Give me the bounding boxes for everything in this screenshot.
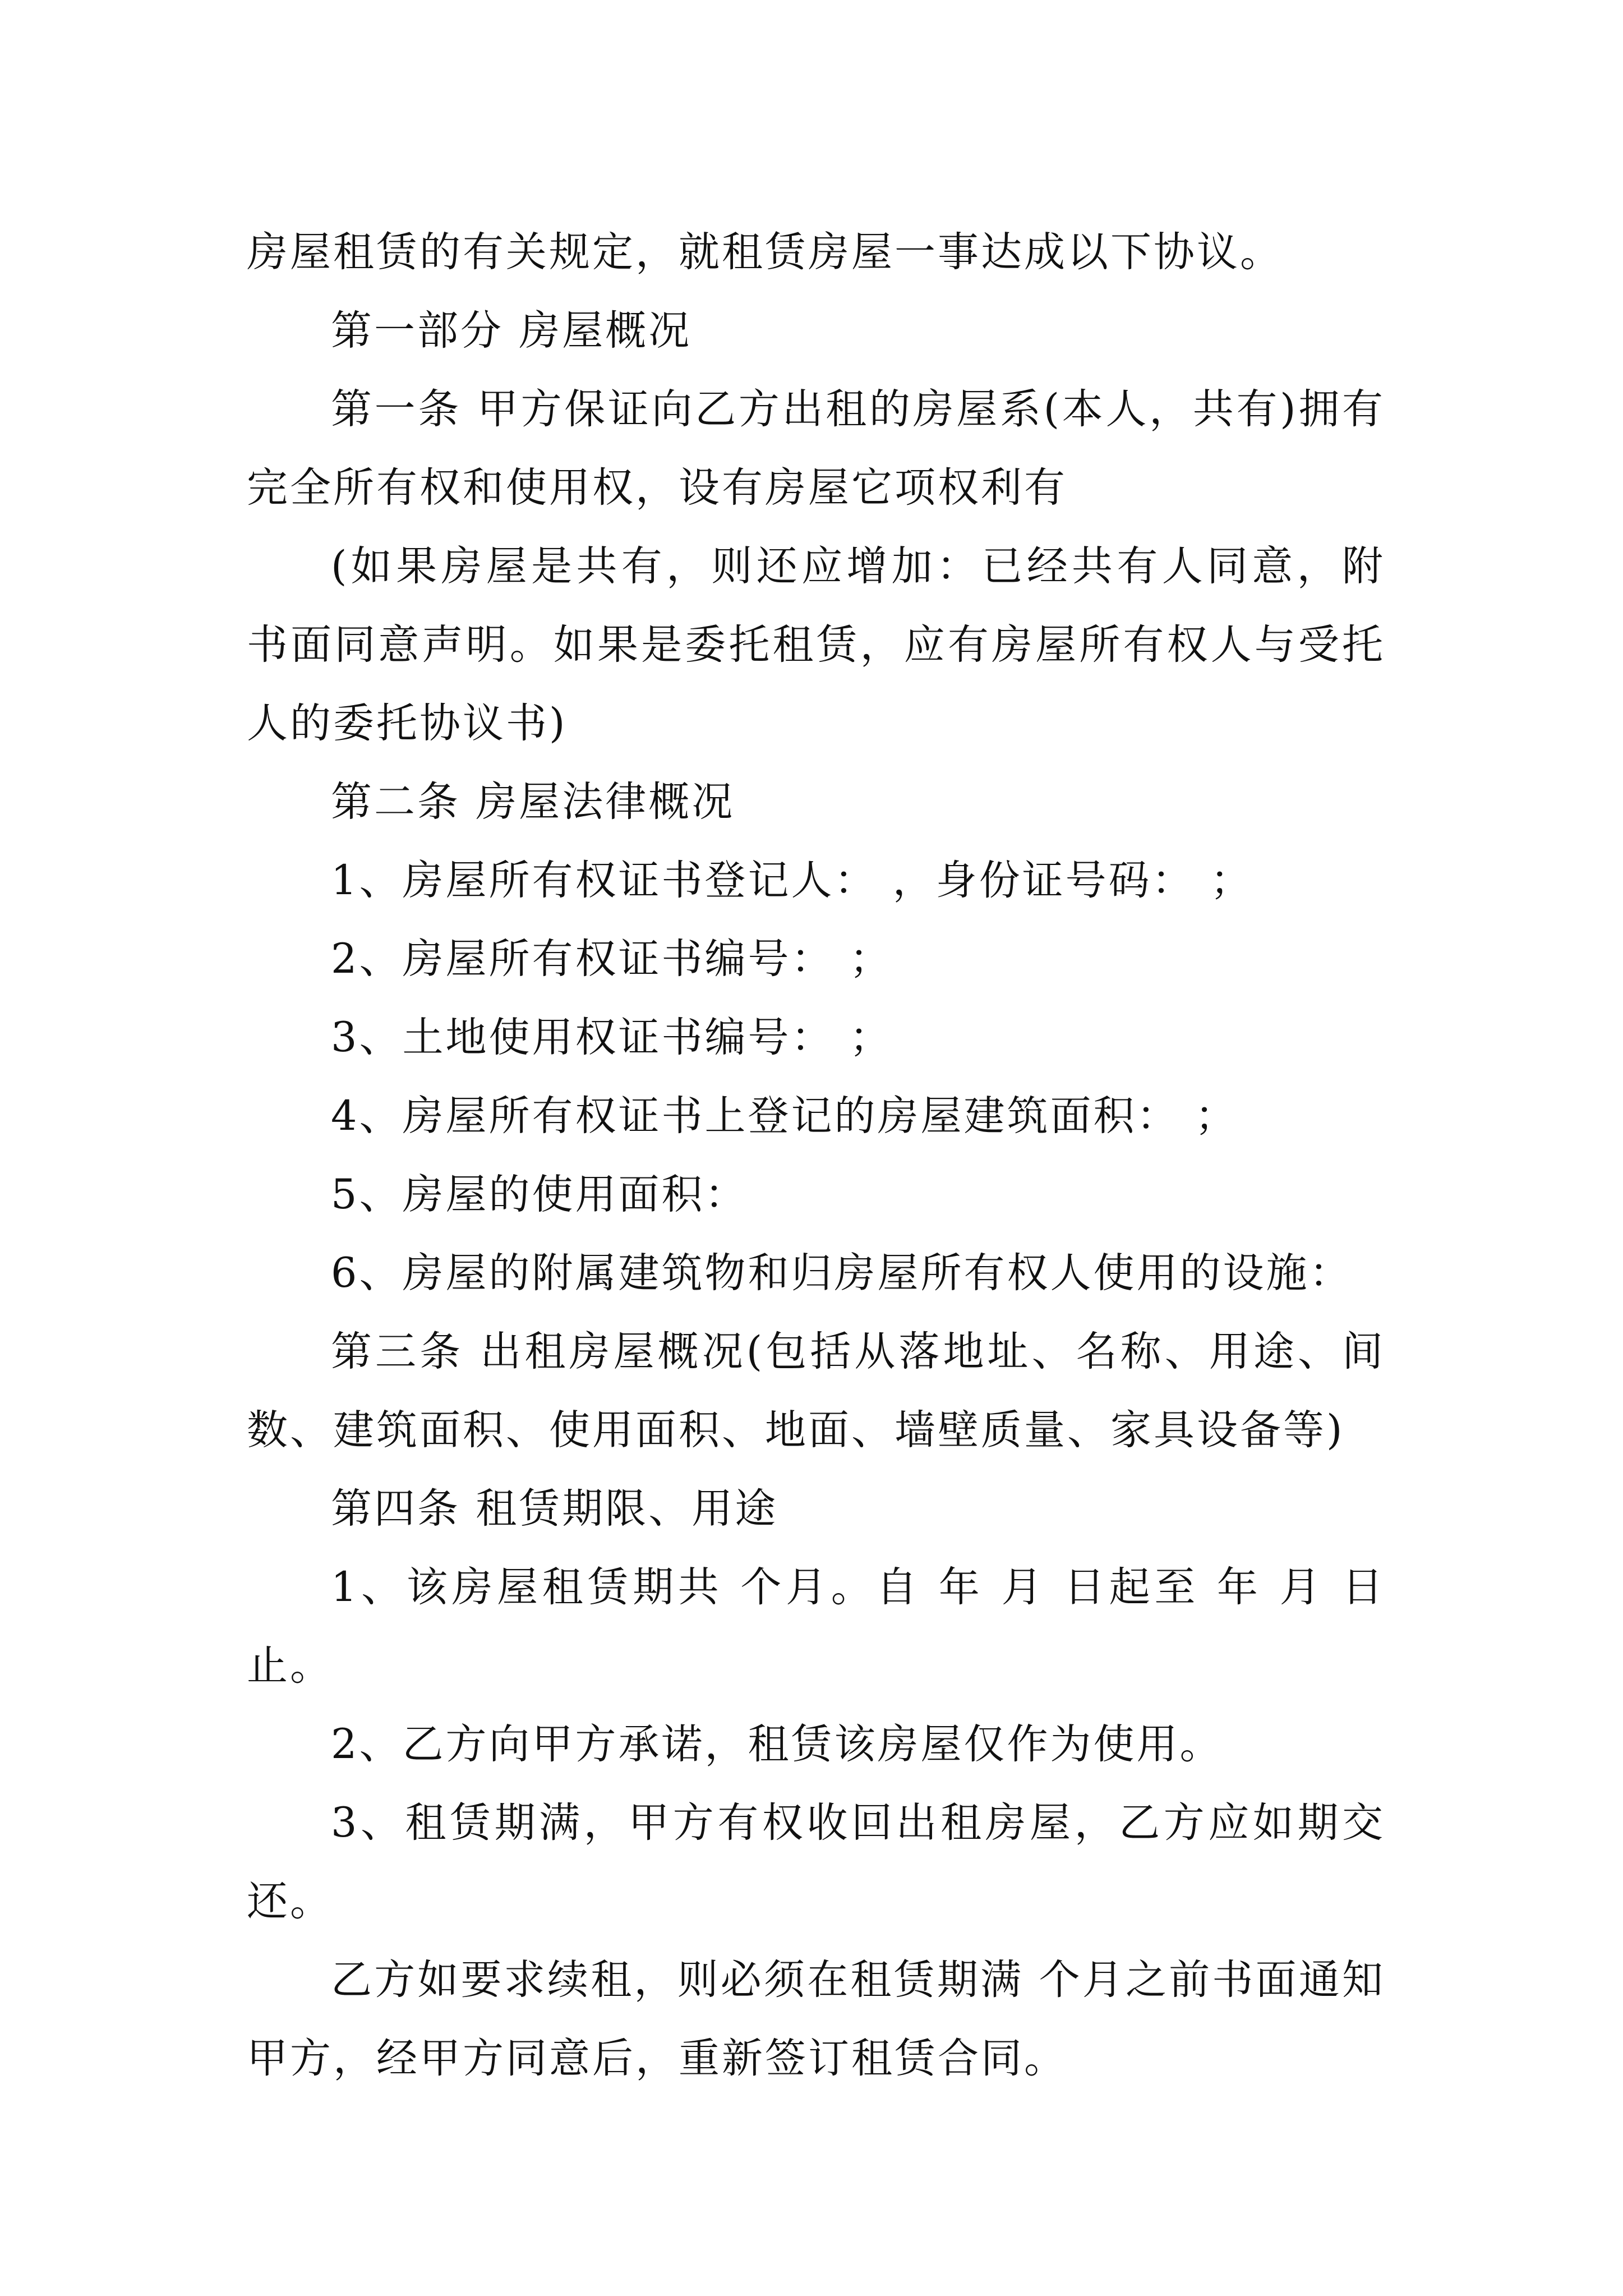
- contract-body: [247, 213, 1385, 2098]
- article-one: 第一条 甲方保证向乙方出租的房屋系(本人，共有)拥有完全所有权和使用权，设有房屋它项权利有: [247, 385, 1385, 512]
- renewal-clause: 乙方如要求续租，则必须在租赁期满 个月之前书面通知甲方，经甲方同意后，重新签订租赁合同。: [247, 1956, 1385, 2082]
- article-two-heading: 第二条 房屋法律概况: [331, 778, 735, 826]
- paragraph-intro-continuation: 房屋租赁的有关规定，就租赁房屋一事达成以下协议。: [247, 228, 1283, 276]
- list-item: 6、房屋的附属建筑物和归房屋所有权人使用的设施：: [331, 1249, 1353, 1297]
- article-three: 第三条 出租房屋概况(包括从落地址、名称、用途、间数、建筑面积、使用面积、地面、墙壁质量、家具设备等): [247, 1328, 1385, 1454]
- list-item: 1、该房屋租赁期共 个月。自 年 月 日起至 年 月 日止。: [247, 1563, 1385, 1690]
- list-item: 1、房屋所有权证书登记人： ，身份证号码： ；: [331, 857, 1253, 904]
- section-heading-part-one: 第一部分 房屋概况: [331, 307, 692, 355]
- list-item: 3、租赁期满，甲方有权收回出租房屋，乙方应如期交还。: [247, 1799, 1385, 1925]
- list-item: 4、房屋所有权证书上登记的房屋建筑面积： ；: [331, 1092, 1238, 1140]
- article-four-heading: 第四条 租赁期限、用途: [331, 1485, 778, 1533]
- list-item: 2、房屋所有权证书编号： ；: [331, 935, 893, 983]
- list-item: 3、土地使用权证书编号： ；: [331, 1014, 893, 1061]
- list-item: 2、乙方向甲方承诺，租赁该房屋仅作为使用。: [331, 1720, 1223, 1768]
- list-item: 5、房屋的使用面积：: [331, 1171, 748, 1218]
- article-one-note: (如果房屋是共有，则还应增加：已经共有人同意，附书面同意声明。如果是委托租赁，应有房屋所有权人与受托人的委托协议书): [247, 542, 1385, 747]
